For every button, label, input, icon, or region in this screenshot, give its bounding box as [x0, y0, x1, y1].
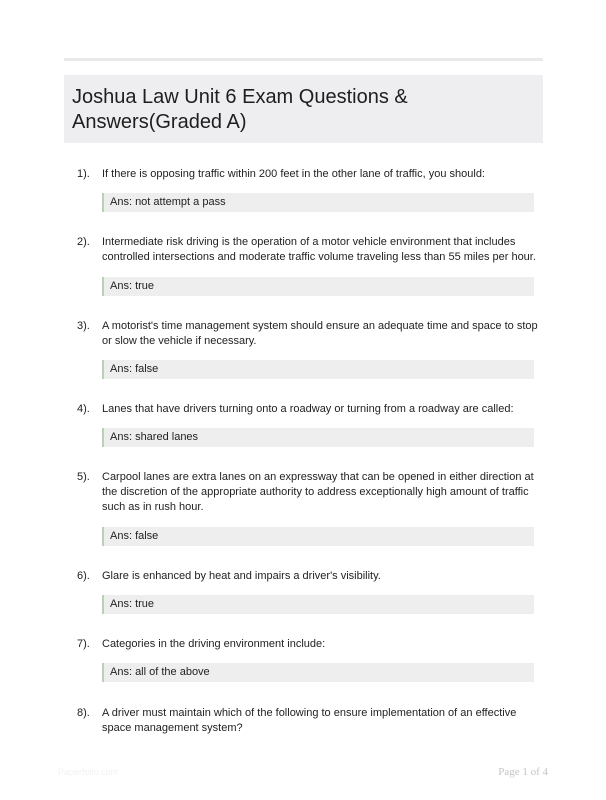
question-text: Intermediate risk driving is the operation of a motor vehicle environment that includes controlled intersections and moderate traffic volume traveling less than 55 miles per hour. [102, 236, 536, 264]
answer-box: Ans: shared lanes [102, 428, 534, 447]
question-text: If there is opposing traffic within 200 feet in the other lane of traffic, you should: [102, 168, 485, 180]
question-text: Lanes that have drivers turning onto a roadway or turning from a roadway are called: [102, 403, 514, 415]
answer-box: Ans: all of the above [102, 663, 534, 682]
answer-box: Ans: false [102, 527, 534, 546]
answer-box: Ans: not attempt a pass [102, 193, 534, 212]
title-banner [64, 75, 543, 143]
footer-watermark: Paperfolio.com [58, 767, 119, 777]
page-indicator: Page 1 of 4 [498, 766, 548, 778]
answer-box: Ans: true [102, 277, 534, 296]
question-number: 2). [77, 236, 90, 248]
question-text: Categories in the driving environment include: [102, 638, 326, 650]
question-number: 5). [77, 471, 90, 483]
answer-box: Ans: false [102, 360, 534, 379]
question-text: A motorist's time management system should ensure an adequate time and space to stop or slow the vehicle if necessary. [102, 320, 538, 348]
page-title: Joshua Law Unit 6 Exam Questions & Answers(Graded A) [72, 86, 408, 133]
question-number: 7). [77, 638, 90, 650]
question-text: A driver must maintain which of the following to ensure implementation of an effective space management system? [102, 707, 517, 735]
header-divider [64, 58, 543, 61]
question-text: Glare is enhanced by heat and impairs a driver's visibility. [102, 570, 381, 582]
answer-box: Ans: true [102, 595, 534, 614]
question-number: 6). [77, 570, 90, 582]
question-number: 8). [77, 707, 90, 719]
question-number: 3). [77, 320, 90, 332]
question-number: 1). [77, 168, 90, 180]
question-text: Carpool lanes are extra lanes on an expressway that can be opened in either direction at the discretion of the appropriate authority to address exceptionally high amount of traffic such as in rush hour. [102, 471, 534, 514]
question-number: 4). [77, 403, 90, 415]
